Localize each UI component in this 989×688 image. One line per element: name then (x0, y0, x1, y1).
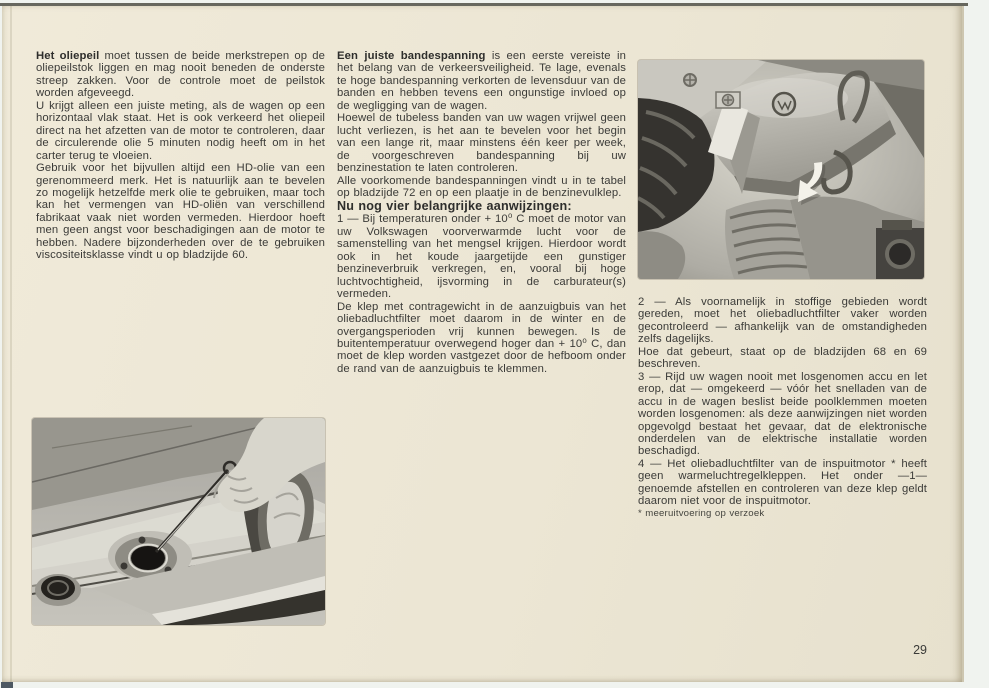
paragraph-juiste-meting: U krijgt alleen een juiste meting, als de wagen op een horizontaal vlak staat. Het is ook verkeerd het oliepeil direct na het afzetten van de motor te controleren, daar de circulerende olie 5 minuten nodig heeft om in het carter terug te vloeien. (36, 99, 325, 162)
lead-oliepeil: Het oliepeil (36, 50, 100, 62)
photo-oliebadluchtfilter (638, 60, 924, 279)
paragraph-klep-contragewicht: De klep met contragewicht in de aanzuigbuis van het oliebadluchtfilter moet daarom in de winter en de overgangsperioden vrij kunnen bewegen. Is de buitentemperatuur overwegend hoger dan + 10⁰ C, dan moet de klep worden vastgezet door de hefboom onder de rand van de aanzuigbuis te klemmen. (337, 300, 626, 375)
manual-page (2, 6, 964, 682)
scan-corner-mark (1, 682, 13, 688)
photo-oliepeil-controle-image (32, 418, 325, 625)
column-middle (337, 50, 626, 375)
paragraph-aanwijzing-1: 1 — Bij temperaturen onder + 10⁰ C moet de motor van uw Volkswagen voorverwarmde lucht voor de samenstelling van het mengsel krijgen. Hierdoor wordt ook in het koude jaargetijde een gunstiger benzineverbruik verkregen, en, vooral bij hoge luchtvochtigheid, ijsvorming in de carburateur(s) vermeden. (337, 213, 626, 301)
column-right (638, 296, 927, 520)
paragraph-aanwijzing-3: 3 — Rijd uw wagen nooit met losgenomen accu en let erop, dat — omgekeerd — vóór het snelladen van de accu in de wagen beslist beide poolklemmen moeten worden losgenomen: als deze aanwijzingen niet worden opgevolgd bestaat het gevaar, dat de elektronische onderdelen van de elektrische installatie worden beschadigd. (638, 370, 927, 458)
column-left (36, 50, 325, 262)
lead-bandespanning: Een juiste bandespanning (337, 50, 486, 62)
paragraph-bijvullen: Gebruik voor het bijvullen altijd een HD-olie van een gerenommeerd merk. Het is natuurlijk aan te bevelen zo mogelijk hetzelfde merk olie te gebruiken, maar toch kan het vermengen van HD-oliën van verschillend fabrikaat vaak niet worden vermeden. Hierdoor hoeft men geen angst voor beschadigingen aan de motor te hebben. Nadere bijzonderheden over de te gebruiken viscositeitsklasse vindt u op bladzijde 60. (36, 162, 325, 262)
paragraph-aanwijzing-2: 2 — Als voornamelijk in stoffige gebieden wordt gereden, moet het oliebadluchtfilter vaker worden gecontroleerd — afhankelijk van de omstandigheden zelfs dagelijks. (638, 296, 927, 346)
paragraph-hoe-dat-gebeurt: Hoe dat gebeurt, staat op de bladzijden 68 en 69 beschreven. (638, 345, 927, 371)
paragraph-tabel: Alle voorkomende bandespanningen vindt u in te tabel op bladzijde 72 en op een plaatje in de benzinevulklep. (337, 174, 626, 199)
page-number: 29 (913, 643, 927, 657)
photo-oliebadluchtfilter-image (638, 60, 924, 279)
paragraph-aanwijzing-4: 4 — Het oliebadluchtfilter van de inspuitmotor * heeft geen warmeluchtregelkleppen. Het onder —1— genoemde afstellen en controleren van deze klep geldt daarom niet voor de inspuitmotor. (638, 457, 927, 508)
paragraph-bandespanning: Een juiste bandespanning is een eerste vereiste in het belang van de verkeersveiligheid. Te lage, evenals te hoge bandespanning verkorten de levensduur van de banden en hebben tevens een ongunstige invloed op de wegligging van de wagen. (337, 50, 626, 112)
paragraph-tubeless: Hoewel de tubeless banden van uw wagen vrijwel geen lucht verliezen, is het aan te bevelen voor het begin van een lange rit, maar minstens één keer per week, de voorgeschreven bandespanning bij uw benzinestation te laten controleren. (337, 112, 626, 175)
photo-oliepeil-controle (32, 418, 325, 625)
section-heading-aanwijzingen: Nu nog vier belangrijke aanwijzingen: (337, 199, 572, 214)
paragraph-oliepeil: Het oliepeil moet tussen de beide merkstrepen op de oliepeilstok liggen en mag nooit beneden de onderste streep zakken. Voor de controle moet de peilstok worden afgeveegd. (36, 50, 325, 100)
footnote-meeruitvoering: * meeruitvoering op verzoek (638, 507, 765, 519)
